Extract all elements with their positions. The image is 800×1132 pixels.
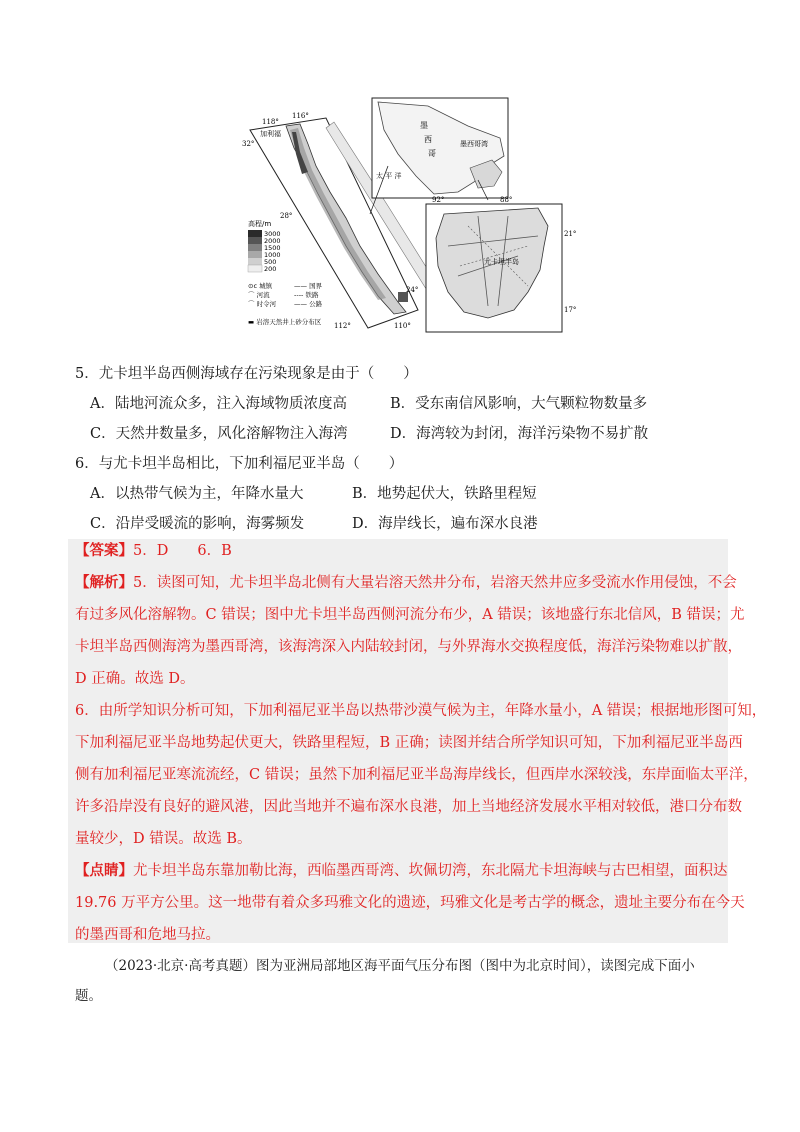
comment-text-1: 尤卡坦半岛东靠加勒比海，西临墨西哥湾、坎佩切湾，东北隔尤卡坦海峡与古巴相望，面积达	[133, 863, 728, 879]
label-lat-21: 21°	[564, 230, 577, 238]
next-question-stem-2: 题。	[75, 988, 102, 1004]
elev-3000: 3000	[264, 230, 281, 238]
legend-town: ⊙c 城镇	[248, 282, 273, 290]
label-lat-28: 28°	[280, 212, 293, 220]
elev-500: 500	[264, 258, 277, 266]
elev-200: 200	[264, 265, 277, 273]
inset-mexico-1: 墨	[420, 121, 428, 130]
q6-option-b: B．地势起伏大，铁路里程短	[352, 486, 537, 502]
q5-option-a: A．陆地河流众多，注入海域物质浓度高	[90, 396, 347, 412]
comment-tag: 【点睛】	[75, 862, 133, 879]
comment-line-1	[75, 861, 728, 881]
q6-option-d: D．海岸线长，遍布深水良港	[352, 516, 538, 532]
analysis-line-1	[75, 573, 737, 593]
next-question-stem-1: （2023·北京·高考真题）图为亚洲局部地区海平面气压分布图（图中为北京时间），读图完成下面小	[105, 958, 695, 974]
label-lat-24: 24°	[406, 286, 419, 294]
answer-text: 5．D 6．B	[133, 543, 232, 559]
label-lon-112: 112°	[334, 322, 351, 330]
q6-option-a: A．以热带气候为主，年降水量大	[90, 486, 304, 502]
analysis-line-4: D 正确。故选 D。	[75, 671, 195, 687]
analysis-line-2: 有过多风化溶解物。C 错误；图中尤卡坦半岛西侧河流分布少，A 错误；该地盛行东北信风，B 错误；尤	[75, 607, 745, 623]
analysis-line-9: 量较少，D 错误。故选 B。	[75, 831, 252, 847]
legend-railway: ---- 铁路	[294, 291, 319, 299]
elevation-legend-title: 高程/m	[248, 220, 272, 228]
legend-highway: —— 公路	[294, 300, 323, 308]
q5-option-d: D．海湾较为封闭，海洋污染物不易扩散	[390, 426, 649, 442]
inset-gulf: 墨西哥湾	[460, 140, 488, 148]
q5-option-c: C．天然井数量多，风化溶解物注入海湾	[90, 426, 348, 442]
analysis-line-6: 下加利福尼亚半岛地势起伏更大，铁路里程短，B 正确；读图并结合所学知识可知，下加利福尼亚半岛西	[75, 735, 743, 751]
legend-river: ⌒ 河流	[248, 291, 270, 299]
legend-seasonal-river: ⌒ 时令河	[248, 300, 277, 308]
label-lon-92: 92°	[432, 196, 445, 204]
label-lon-118: 118°	[262, 118, 279, 126]
elev-1000: 1000	[264, 251, 281, 259]
q5-option-b: B．受东南信风影响，大气颗粒物数量多	[390, 396, 648, 412]
label-lat-32: 32°	[242, 140, 255, 148]
elev-2000: 2000	[264, 237, 281, 245]
answer-line	[75, 541, 232, 561]
label-lon-110: 110°	[394, 322, 411, 330]
q5-stem: 5．尤卡坦半岛西侧海域存在污染现象是由于（ ）	[75, 366, 418, 382]
q6-stem: 6．与尤卡坦半岛相比，下加利福尼亚半岛（ ）	[75, 456, 404, 472]
q6-option-c: C．沿岸受暖流的影响，海雾频发	[90, 516, 305, 532]
elev-1500: 1500	[264, 244, 281, 252]
legend-karst: ▬ 岩溶天然井上砂分布区	[248, 318, 322, 326]
answer-tag: 【答案】	[75, 542, 133, 559]
comment-line-3: 的墨西哥和危地马拉。	[75, 927, 220, 943]
analysis-tag: 【解析】	[75, 574, 133, 591]
analysis-line-3: 卡坦半岛西侧海湾为墨西哥湾，该海湾深入内陆较封闭，与外界海水交换程度低，海洋污染物难以扩散，	[75, 639, 742, 655]
legend-border: —— 国界	[294, 282, 323, 290]
analysis-line-8: 许多沿岸没有良好的避风港，因此当地并不遍布深水良港，加上当地经济发展水平相对较低，港口分布数	[75, 799, 742, 815]
label-lon-88: 88°	[500, 196, 513, 204]
inset-mexico-2: 西	[424, 135, 432, 144]
yucatan-label: 尤卡坦半岛	[484, 258, 519, 266]
comment-line-2: 19.76 万平方公里。这一地带有着众多玛雅文化的遗迹，玛雅文化是考古学的概念，遗址主要分布在今天	[75, 895, 745, 911]
analysis-line-5: 6．由所学知识分析可知，下加利福尼亚半岛以热带沙漠气候为主，年降水量小，A 错误；根据地形图可知，	[75, 703, 767, 719]
analysis-line-7: 侧有加利福尼亚寒流流经，C 错误；虽然下加利福尼亚半岛海岸线长，但西岸水深较浅，东岸面临太平洋，	[75, 767, 758, 783]
analysis-text-1: 5．读图可知，尤卡坦半岛北侧有大量岩溶天然井分布，岩溶天然井应多受流水作用侵蚀，不会	[133, 575, 737, 591]
inset-pacific: 太 平 洋	[376, 172, 402, 180]
map-figure	[238, 96, 578, 336]
label-gulf-ca: 加利福	[260, 130, 281, 138]
inset-mexico-3: 哥	[428, 149, 436, 158]
label-lon-116: 116°	[292, 112, 309, 120]
label-lat-17: 17°	[564, 306, 577, 314]
